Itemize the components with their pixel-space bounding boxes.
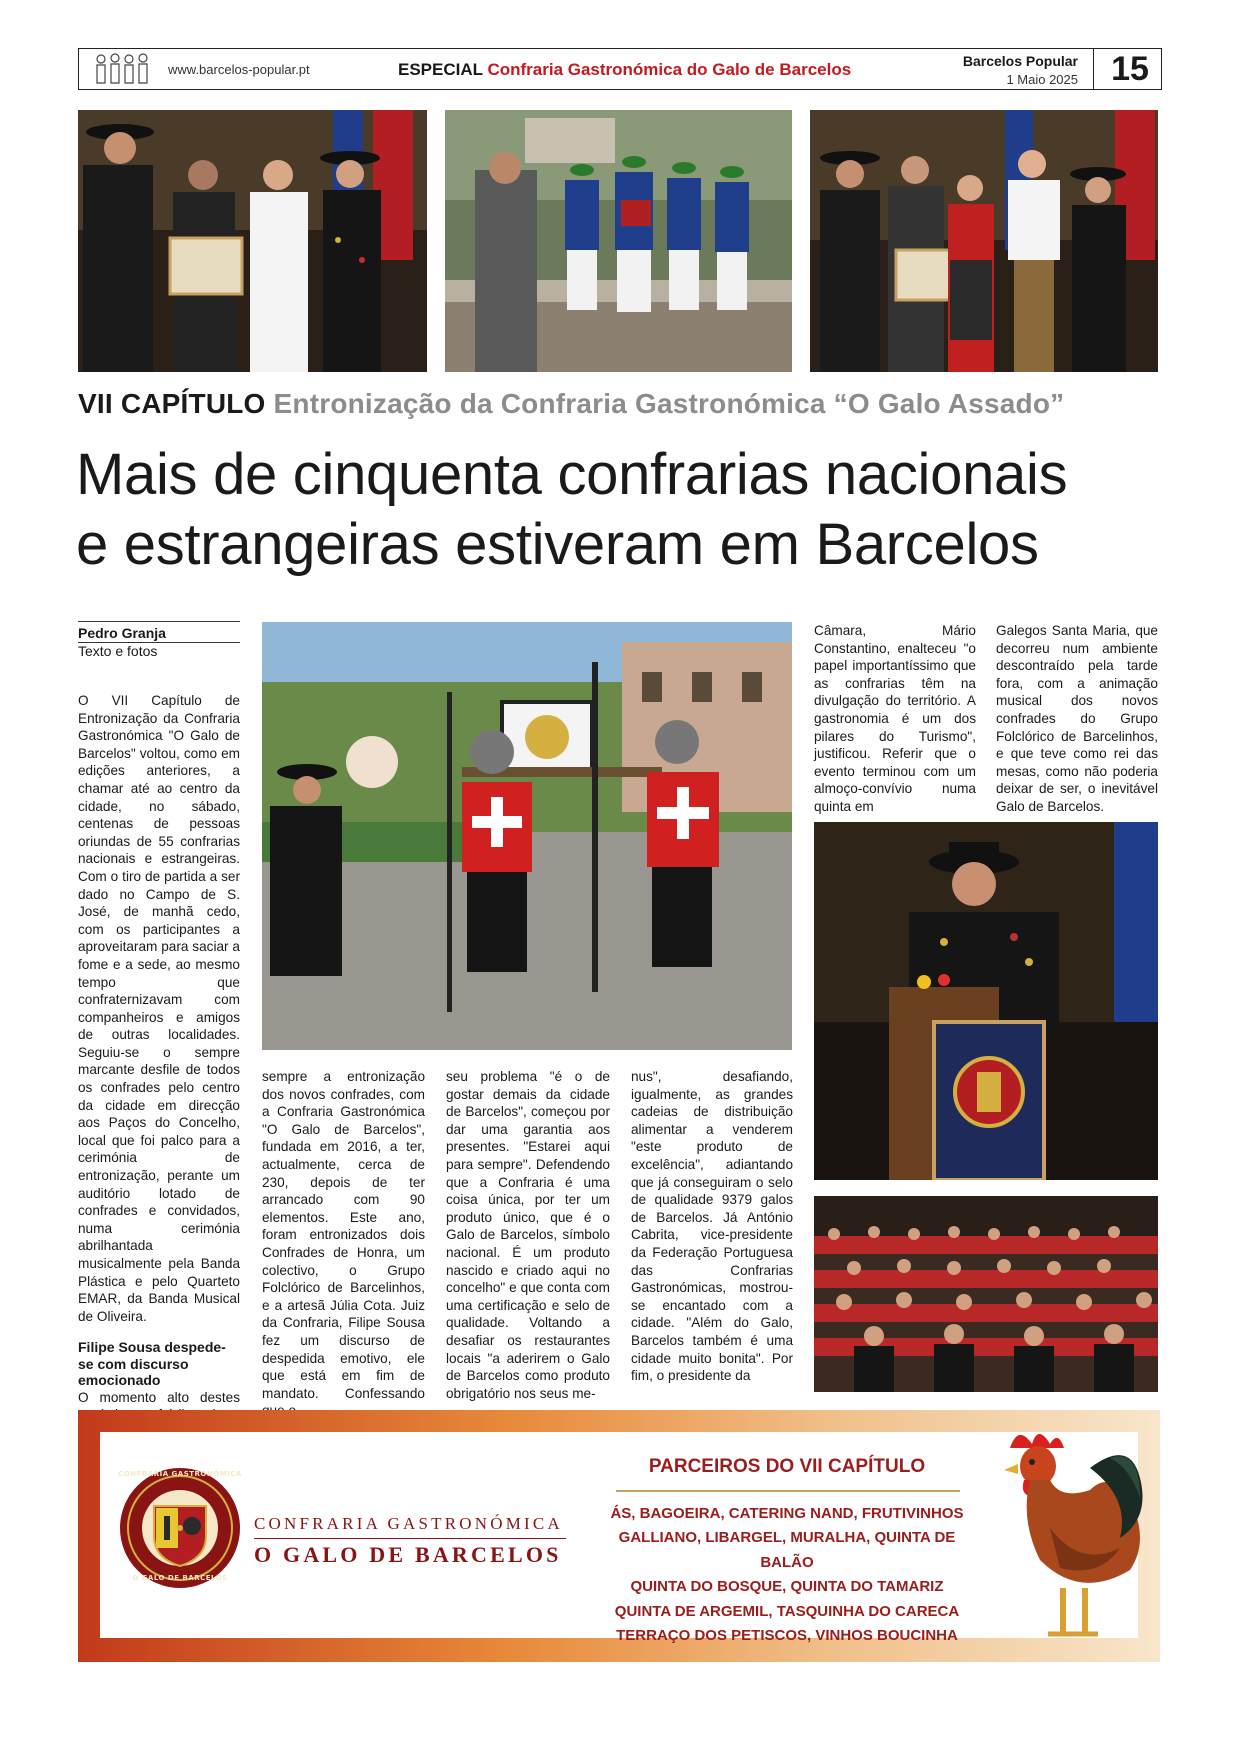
publication-date: 1 Maio 2025 bbox=[1006, 72, 1078, 87]
article-column-5 bbox=[814, 622, 976, 816]
article-paragraph: sempre a entronização dos novos confrades, com a Confraria Gastronómica "O Galo de Barcelos", fundada em 2016, a ter, actualmente, cerca de 230, depois de ter arrancado com 90 elementos. Este ano, foram entronizados dois Confrades de Honra, um colectivo, o Grupo Folclórico de Barcelinhos, e a artesã Júlia Cota. Juiz da Confraria, Filipe Sousa fez um discurso de despedida emotivo, ele que está em fim de mandato. Confessando bbox=[262, 1069, 425, 1401]
partners-line: ÁS, BAGOEIRA, CATERING NAND, FRUTIVINHOS bbox=[610, 1505, 964, 1522]
rooster-icon bbox=[960, 1418, 1160, 1658]
photo-award-ceremony bbox=[78, 110, 427, 372]
article-paragraph: seu problema "é o de gostar demais da cidade de Barcelos", começou por dar uma garantia aos presentes. "Estarei aqui para sempre". Defendendo que a Confraria é uma coisa única, por ter um produto único, que é o Galo de Barcelos, símbolo nacional. É um produto nascido e criado aqui no concelho" e que conta com uma certificação e selo de qualidade. Voltando a desafiar os restaurantes locais "a aderirem o Galo de Barcelos como produto obrigatório nos seus me- bbox=[446, 1069, 610, 1401]
section-subject: Confraria Gastronómica do Galo de Barcelos bbox=[487, 60, 852, 79]
page-number: 15 bbox=[1111, 50, 1149, 88]
article-headline bbox=[76, 440, 1176, 580]
seal-text-top: CONFRARIA GASTRONÓMICA bbox=[118, 1470, 242, 1478]
author-name: Pedro Granja bbox=[78, 625, 166, 641]
partners-title: PARCEIROS DO VII CAPÍTULO bbox=[648, 1456, 926, 1477]
kicker-subtitle: Entronização da Confraria Gastronómica “O Galo Assado” bbox=[273, 388, 1065, 419]
photo-band-parade bbox=[445, 110, 792, 372]
article-column-4 bbox=[631, 1068, 793, 1385]
article-paragraph: Câmara, Mário Constantino, enalteceu "o papel importantíssimo que as confrarias têm na divulgação do território. A gastronomia é um dos pilares do Turismo", justificou. Referir que o evento terminou com um almoço-convívio numa quinta em bbox=[814, 623, 976, 814]
article-paragraph: O VII Capítulo de Entronização da Confraria Gastronómica "O Galo de Barcelos" voltou, como em edições anteriores, a chamar até ao centro da cidade, no sábado, centenas de pessoas oriundas de 55 confrarias nacionais e estrangeiras. Com o tiro de partida a ser dado no Campo de S. José, de manhã cedo, com os participantes a aproveitaram para saciar a fome e a sede, ao mesmo tempo que confraternizavam com companheiros e amigos de outras localidades. Seguiu-se o sempre marcante desfile de todos os confrades pelo centro da cidade em direcção aos Paços do Concelho, local que foi palco para a cerimónia de entronização, perante um auditório lotado de confrades e convidados, numa cerimónia abrilhantada musicalmente pela Banda Plástica e pelo Quarteto EMAR, da Banda Musical de Oliveira. bbox=[78, 693, 240, 1324]
article-column-1 bbox=[78, 692, 240, 1424]
header-right-edge bbox=[1161, 48, 1162, 89]
article-paragraph: nus", desafiando, igualmente, as grandes cadeias de distribuição alimentar a venderem "este produto de excelência", adiantando que já conseguiram o selo de qualidade 9379 galos de Barcelos. Já António Cabrita, vice-presidente da Federação Portuguesa das Confrarias Gastronómicas, mostrou-se encantado com a cidade. "Além do Galo, Barcelos também é uma cidade muito bonita". Por fim, o presidente da bbox=[631, 1069, 793, 1384]
author-role: Texto e fotos bbox=[78, 643, 158, 659]
partners-line: TERRAÇO DOS PETISCOS, VINHOS BOUCINHA bbox=[616, 1627, 958, 1645]
section-label: ESPECIAL bbox=[398, 60, 483, 79]
header-top-rule bbox=[78, 48, 1162, 49]
partners-line: QUINTA DE ARGEMIL, TASQUINHA DO CARECA bbox=[614, 1602, 960, 1620]
section-title bbox=[398, 60, 851, 80]
photo-auditorium bbox=[814, 1196, 1158, 1392]
publication-name: Barcelos Popular bbox=[962, 53, 1078, 69]
article-kicker bbox=[78, 388, 1064, 420]
article-paragraph: O momento alto destes bbox=[78, 1389, 240, 1405]
article-column-3 bbox=[446, 1068, 610, 1402]
header-left-edge bbox=[78, 48, 79, 89]
partners-title-rule bbox=[616, 1490, 960, 1492]
seal-text-bottom: O GALO DE BARCELOS bbox=[132, 1574, 228, 1582]
headline-line-2: e estrangeiras estiveram em Barcelos bbox=[76, 512, 1039, 577]
partners-list bbox=[594, 1502, 980, 1648]
brand-divider bbox=[254, 1538, 566, 1539]
header-page-divider bbox=[1093, 48, 1094, 89]
article-subheading: Filipe Sousa despede-se com discurso emocionado bbox=[78, 1339, 226, 1389]
partners-line: GALLIANO, LIBARGEL, MURALHA, QUINTA DE BALÃO bbox=[618, 1529, 956, 1571]
photo-judge-speech bbox=[814, 822, 1158, 1180]
partners-line: QUINTA DO BOSQUE, QUINTA DO TAMARIZ bbox=[630, 1578, 944, 1596]
photo-procession bbox=[262, 622, 792, 1050]
header-bottom-rule bbox=[78, 89, 1162, 90]
newspaper-logo-icon bbox=[93, 51, 153, 87]
photo-honorary-members bbox=[810, 110, 1158, 372]
kicker-label: VII CAPÍTULO bbox=[78, 388, 266, 419]
brand-name-line-1: CONFRARIA GASTRONÓMICA bbox=[254, 1514, 563, 1533]
byline-top-rule bbox=[78, 621, 240, 622]
website-link[interactable]: www.barcelos-popular.pt bbox=[168, 62, 310, 77]
confraria-seal-icon bbox=[118, 1466, 242, 1590]
brand-name-line-2: O GALO DE BARCELOS bbox=[254, 1542, 562, 1567]
article-column-6 bbox=[996, 622, 1158, 816]
article-paragraph: Galegos Santa Maria, que decorreu num ambiente descontraído pela tarde fora, com a animação musical dos novos confrades do Grupo Folclórico de Barcelinhos, e que teve como rei das mesas, como não poderia deixar de ser, o inevitável Galo de Barcelos. bbox=[996, 623, 1158, 814]
article-column-2 bbox=[262, 1068, 425, 1420]
headline-line-1: Mais de cinquenta confrarias nacionais bbox=[76, 442, 1068, 507]
